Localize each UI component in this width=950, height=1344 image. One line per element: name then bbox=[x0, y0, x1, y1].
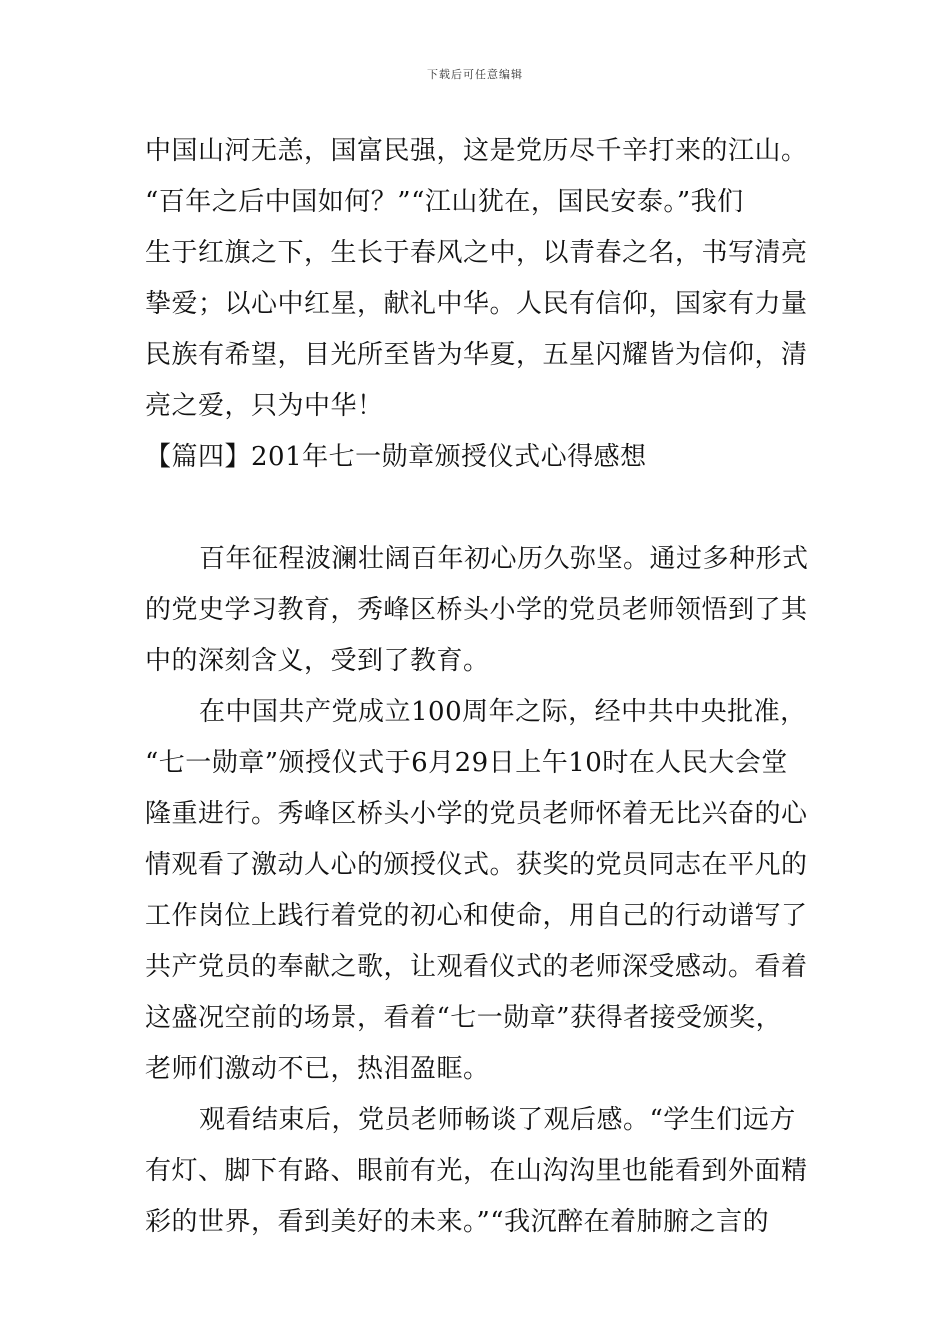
paragraph-line: 这盛况空前的场景，看着“七一勋章”获得者接受颁奖， bbox=[145, 1003, 783, 1033]
paragraph-line: 隆重进行。秀峰区桥头小学的党员老师怀着无比兴奋的心 bbox=[145, 799, 808, 829]
text-line: 中国山河无恙，国富民强，这是党历尽千辛打来的江山。 bbox=[145, 136, 808, 166]
document-body bbox=[145, 126, 815, 1248]
text-line: 民族有希望，目光所至皆为华夏，五星闪耀皆为信仰，清 bbox=[145, 340, 808, 370]
page-header-note: 下载后可任意编辑 bbox=[427, 68, 523, 81]
paragraph-line: 中的深刻含义，受到了教育。 bbox=[145, 646, 490, 676]
paragraph-line: 的党史学习教育，秀峰区桥头小学的党员老师领悟到了其 bbox=[145, 595, 808, 625]
paragraph-line: 情观看了激动人心的颁授仪式。获奖的党员同志在平凡的 bbox=[145, 850, 808, 880]
paragraph-line: 百年征程波澜壮阔百年初心历久弥坚。通过多种形式 bbox=[199, 544, 809, 574]
paragraph-line: 观看结束后，党员老师畅谈了观后感。“学生们远方 bbox=[199, 1105, 796, 1135]
text-line: 生于红旗之下，生长于春风之中，以青春之名，书写清亮 bbox=[145, 238, 808, 268]
paragraph-line: 在中国共产党成立100周年之际，经中共中央批准， bbox=[199, 697, 807, 727]
text-line: 亮之爱，只为中华！ bbox=[145, 391, 384, 421]
blank-line bbox=[145, 483, 815, 534]
paragraph-line: “七一勋章”颁授仪式于6月29日上午10时在人民大会堂 bbox=[145, 748, 788, 778]
text-line: 挚爱；以心中红星，献礼中华。人民有信仰，国家有力量 bbox=[145, 289, 808, 319]
paragraph-line: 老师们激动不已，热泪盈眶。 bbox=[145, 1054, 490, 1084]
paragraph-line: 彩的世界，看到美好的未来。”“我沉醉在着肺腑之言的 bbox=[145, 1207, 770, 1237]
paragraph-line: 共产党员的奉献之歌，让观看仪式的老师深受感动。看着 bbox=[145, 952, 808, 982]
section-heading: 【篇四】201年七一勋章颁授仪式心得感想 bbox=[145, 442, 647, 472]
paragraph-line: 工作岗位上践行着党的初心和使命，用自己的行动谱写了 bbox=[145, 901, 808, 931]
text-line: “百年之后中国如何？”“江山犹在，国民安泰。”我们 bbox=[145, 187, 744, 217]
paragraph-line: 有灯、脚下有路、眼前有光，在山沟沟里也能看到外面精 bbox=[145, 1156, 808, 1186]
